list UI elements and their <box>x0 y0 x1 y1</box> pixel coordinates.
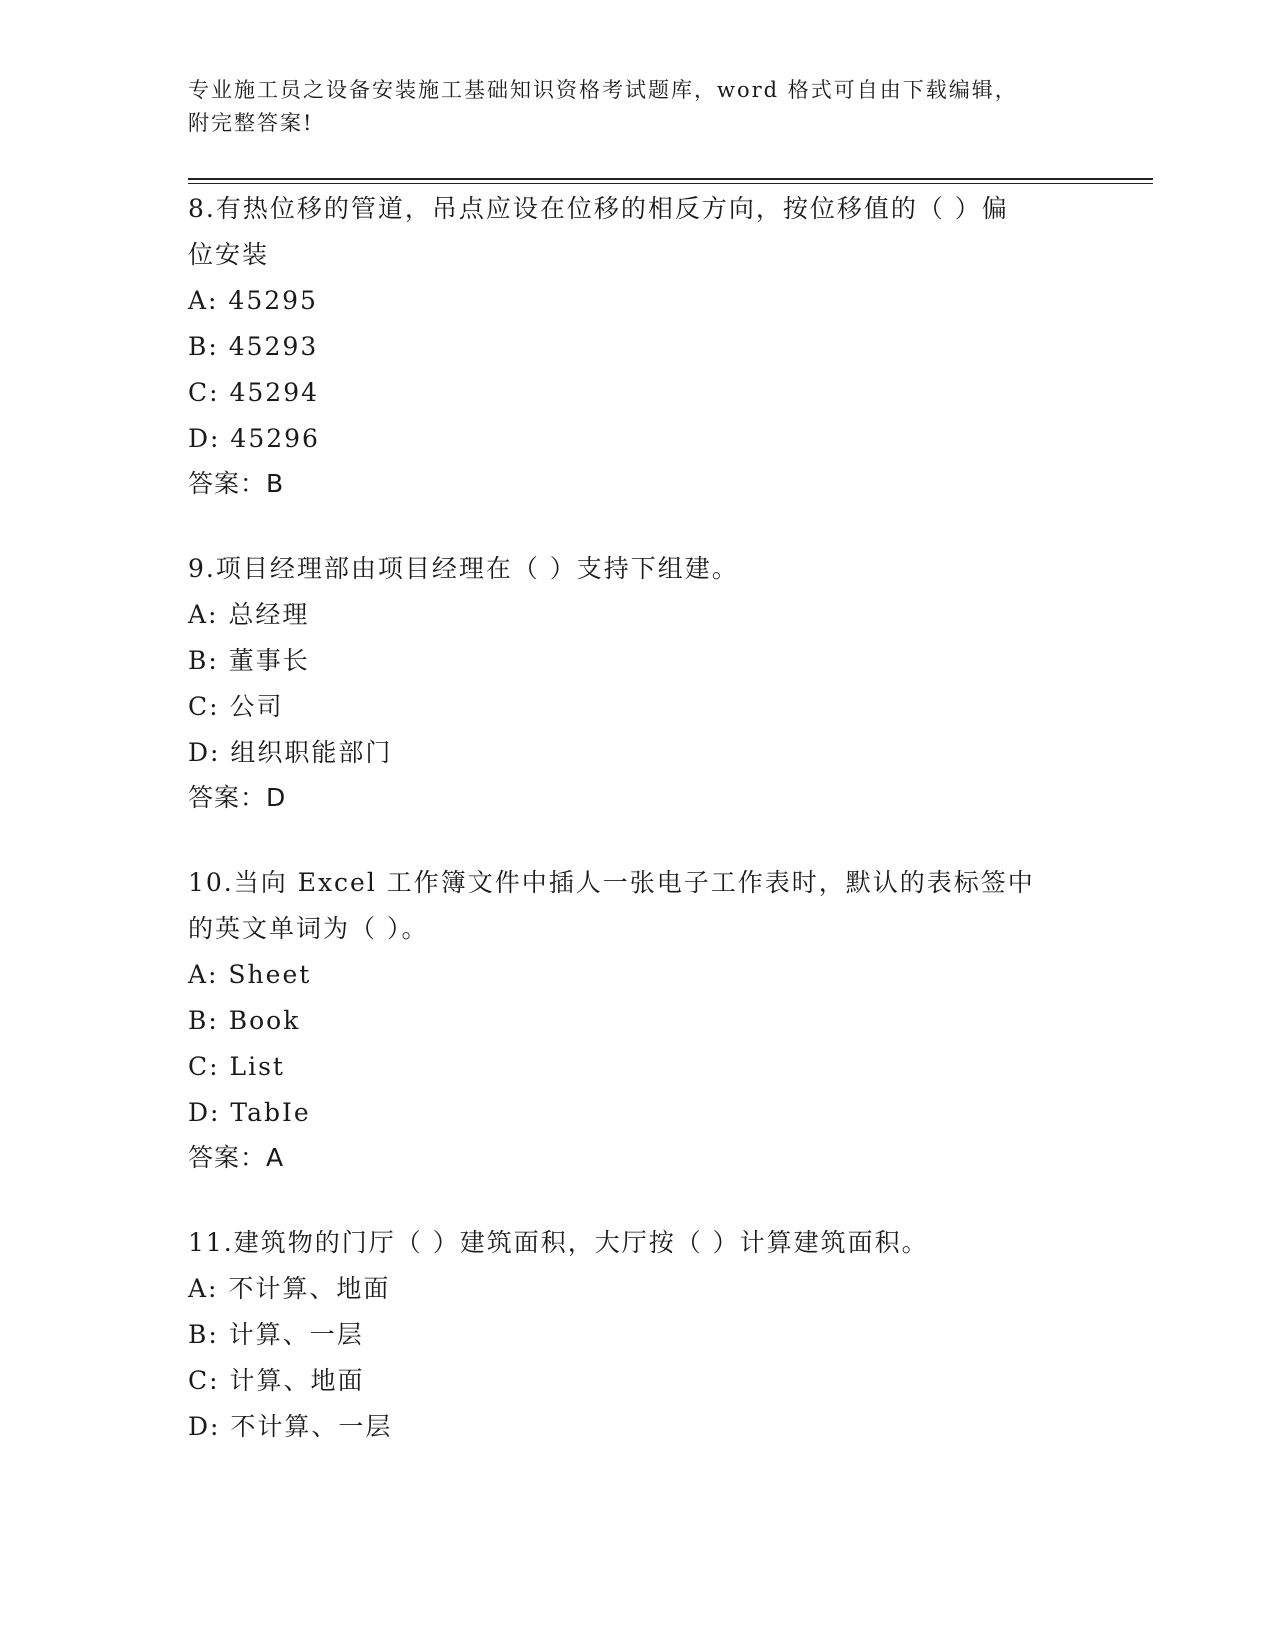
question-11 <box>188 1220 1088 1450</box>
question-text-line: 位安装 <box>188 240 270 269</box>
option-b: B: 45293 <box>188 332 319 361</box>
option-a: A: 总经理 <box>188 600 310 629</box>
option-b: B: 董事长 <box>188 646 310 675</box>
question-text-line: 的英文单词为（ ）。 <box>188 914 429 943</box>
option-c: C: List <box>188 1052 285 1081</box>
option-a: A: Sheet <box>188 960 312 989</box>
option-c: C: 计算、地面 <box>188 1366 365 1395</box>
question-8 <box>188 186 1088 506</box>
option-c: C: 45294 <box>188 378 320 407</box>
option-b: B: 计算、一层 <box>188 1320 364 1349</box>
answer: 答案：B <box>188 469 285 498</box>
question-10 <box>188 860 1088 1180</box>
question-text-line: 9.项目经理部由项目经理在（ ）支持下组建。 <box>188 554 739 583</box>
document-header <box>188 74 1088 140</box>
option-d: D: 不计算、一层 <box>188 1412 393 1441</box>
option-d: D: 组织职能部门 <box>188 738 393 767</box>
option-b: B: Book <box>188 1006 301 1035</box>
answer: 答案：A <box>188 1143 285 1172</box>
header-line-1: 专业施工员之设备安装施工基础知识资格考试题库，word 格式可自由下载编辑， <box>188 78 1018 102</box>
answer: 答案：D <box>188 783 287 812</box>
option-a: A: 不计算、地面 <box>188 1274 391 1303</box>
header-line-2: 附完整答案! <box>188 111 314 135</box>
question-text-line: 10.当向 Excel 工作簿文件中插人一张电子工作表时，默认的表标签中 <box>188 868 1035 897</box>
question-text-line: 11.建筑物的门厅（ ）建筑面积，大厅按（ ）计算建筑面积。 <box>188 1228 929 1257</box>
question-text-line: 8.有热位移的管道，吊点应设在位移的相反方向，按位移值的（ ）偏 <box>188 194 1009 223</box>
option-c: C: 公司 <box>188 692 284 721</box>
header-divider-thin <box>188 183 1153 184</box>
option-a: A: 45295 <box>188 286 318 315</box>
header-divider-thick <box>188 178 1153 180</box>
question-9 <box>188 546 1088 820</box>
option-d: D: TabIe <box>188 1098 311 1127</box>
option-d: D: 45296 <box>188 424 320 453</box>
